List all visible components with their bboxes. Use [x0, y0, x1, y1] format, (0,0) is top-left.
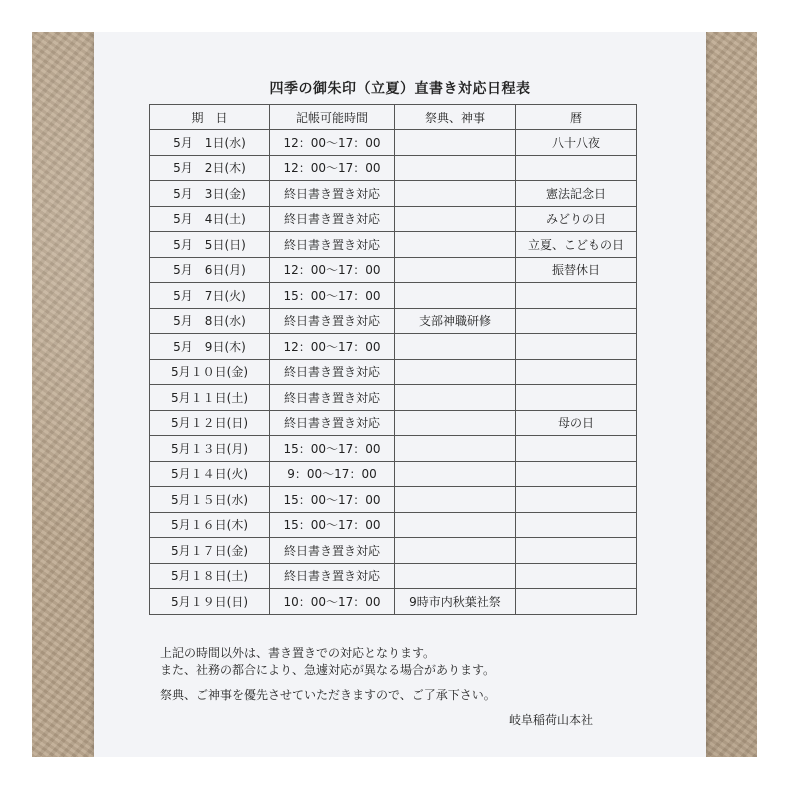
- table-row: [150, 410, 637, 436]
- event-cell: [395, 512, 516, 538]
- signature: 岐阜稲荷山本社: [509, 713, 594, 727]
- note-line: 祭典、ご神事を優先させていただきますので、ご了承下さい。: [160, 688, 496, 702]
- event-cell: [395, 181, 516, 207]
- paper-sheet: [94, 32, 706, 757]
- event-cell: [395, 563, 516, 589]
- date-cell: 5月１７日(金): [150, 538, 270, 564]
- header-event: 祭典、神事: [395, 105, 516, 130]
- event-cell: 9時市内秋葉社祭: [395, 589, 516, 615]
- calendar-cell: [516, 589, 637, 615]
- event-cell: [395, 385, 516, 411]
- time-cell: 9：00〜17：00: [270, 461, 395, 487]
- header-time: 記帳可能時間: [270, 105, 395, 130]
- calendar-cell: [516, 436, 637, 462]
- date-cell: 5月１８日(土): [150, 563, 270, 589]
- calendar-cell: 八十八夜: [516, 130, 637, 156]
- table-row: [150, 359, 637, 385]
- table-row: [150, 283, 637, 309]
- note-line: 上記の時間以外は、書き置きでの対応となります。: [160, 646, 436, 660]
- date-cell: 5月 7日(火): [150, 283, 270, 309]
- calendar-cell: [516, 461, 637, 487]
- date-cell: 5月 8日(水): [150, 308, 270, 334]
- event-cell: [395, 436, 516, 462]
- time-cell: 終日書き置き対応: [270, 181, 395, 207]
- document-title: 四季の御朱印（立夏）直書き対応日程表: [269, 81, 531, 97]
- calendar-cell: [516, 334, 637, 360]
- calendar-cell: [516, 563, 637, 589]
- header-date: 期 日: [150, 105, 270, 130]
- date-cell: 5月１４日(火): [150, 461, 270, 487]
- time-cell: 終日書き置き対応: [270, 308, 395, 334]
- time-cell: 15：00〜17：00: [270, 436, 395, 462]
- table-row: [150, 589, 637, 615]
- date-cell: 5月１５日(水): [150, 487, 270, 513]
- table-row: [150, 334, 637, 360]
- event-cell: [395, 359, 516, 385]
- header-calendar: 暦: [516, 105, 637, 130]
- time-cell: 12：00〜17：00: [270, 130, 395, 156]
- date-cell: 5月 6日(月): [150, 257, 270, 283]
- table-row: [150, 436, 637, 462]
- calendar-cell: [516, 308, 637, 334]
- date-cell: 5月 1日(水): [150, 130, 270, 156]
- time-cell: 15：00〜17：00: [270, 283, 395, 309]
- calendar-cell: 立夏、こどもの日: [516, 232, 637, 258]
- date-cell: 5月１３日(月): [150, 436, 270, 462]
- table-row: [150, 130, 637, 156]
- event-cell: [395, 334, 516, 360]
- table-row: [150, 232, 637, 258]
- event-cell: 支部神職研修: [395, 308, 516, 334]
- date-cell: 5月 9日(木): [150, 334, 270, 360]
- event-cell: [395, 487, 516, 513]
- calendar-cell: みどりの日: [516, 206, 637, 232]
- time-cell: 終日書き置き対応: [270, 563, 395, 589]
- note-line: また、社務の都合により、急遽対応が異なる場合があります。: [160, 663, 496, 677]
- event-cell: [395, 232, 516, 258]
- table-row: [150, 487, 637, 513]
- calendar-cell: [516, 538, 637, 564]
- table-row: [150, 538, 637, 564]
- time-cell: 12：00〜17：00: [270, 257, 395, 283]
- calendar-cell: [516, 385, 637, 411]
- calendar-cell: [516, 512, 637, 538]
- schedule-table: [149, 104, 637, 615]
- table-row: [150, 512, 637, 538]
- photo-background: [32, 32, 757, 757]
- table-header-row: [150, 105, 637, 130]
- time-cell: 12：00〜17：00: [270, 155, 395, 181]
- time-cell: 終日書き置き対応: [270, 232, 395, 258]
- table-row: [150, 155, 637, 181]
- date-cell: 5月１９日(日): [150, 589, 270, 615]
- table-row: [150, 308, 637, 334]
- event-cell: [395, 538, 516, 564]
- date-cell: 5月 5日(日): [150, 232, 270, 258]
- calendar-cell: [516, 155, 637, 181]
- table-row: [150, 461, 637, 487]
- calendar-cell: 振替休日: [516, 257, 637, 283]
- event-cell: [395, 257, 516, 283]
- calendar-cell: [516, 487, 637, 513]
- time-cell: 終日書き置き対応: [270, 538, 395, 564]
- calendar-cell: [516, 359, 637, 385]
- calendar-cell: 憲法記念日: [516, 181, 637, 207]
- time-cell: 15：00〜17：00: [270, 512, 395, 538]
- date-cell: 5月１２日(日): [150, 410, 270, 436]
- table-row: [150, 563, 637, 589]
- date-cell: 5月 2日(木): [150, 155, 270, 181]
- table-row: [150, 257, 637, 283]
- calendar-cell: [516, 283, 637, 309]
- notes: [160, 645, 660, 704]
- time-cell: 終日書き置き対応: [270, 359, 395, 385]
- time-cell: 終日書き置き対応: [270, 385, 395, 411]
- table-row: [150, 385, 637, 411]
- event-cell: [395, 130, 516, 156]
- table-row: [150, 206, 637, 232]
- time-cell: 15：00〜17：00: [270, 487, 395, 513]
- event-cell: [395, 410, 516, 436]
- date-cell: 5月１０日(金): [150, 359, 270, 385]
- date-cell: 5月１６日(木): [150, 512, 270, 538]
- time-cell: 終日書き置き対応: [270, 206, 395, 232]
- calendar-cell: 母の日: [516, 410, 637, 436]
- event-cell: [395, 461, 516, 487]
- date-cell: 5月１１日(土): [150, 385, 270, 411]
- table-row: [150, 181, 637, 207]
- time-cell: 12：00〜17：00: [270, 334, 395, 360]
- date-cell: 5月 3日(金): [150, 181, 270, 207]
- time-cell: 10：00〜17：00: [270, 589, 395, 615]
- time-cell: 終日書き置き対応: [270, 410, 395, 436]
- event-cell: [395, 155, 516, 181]
- event-cell: [395, 206, 516, 232]
- event-cell: [395, 283, 516, 309]
- date-cell: 5月 4日(土): [150, 206, 270, 232]
